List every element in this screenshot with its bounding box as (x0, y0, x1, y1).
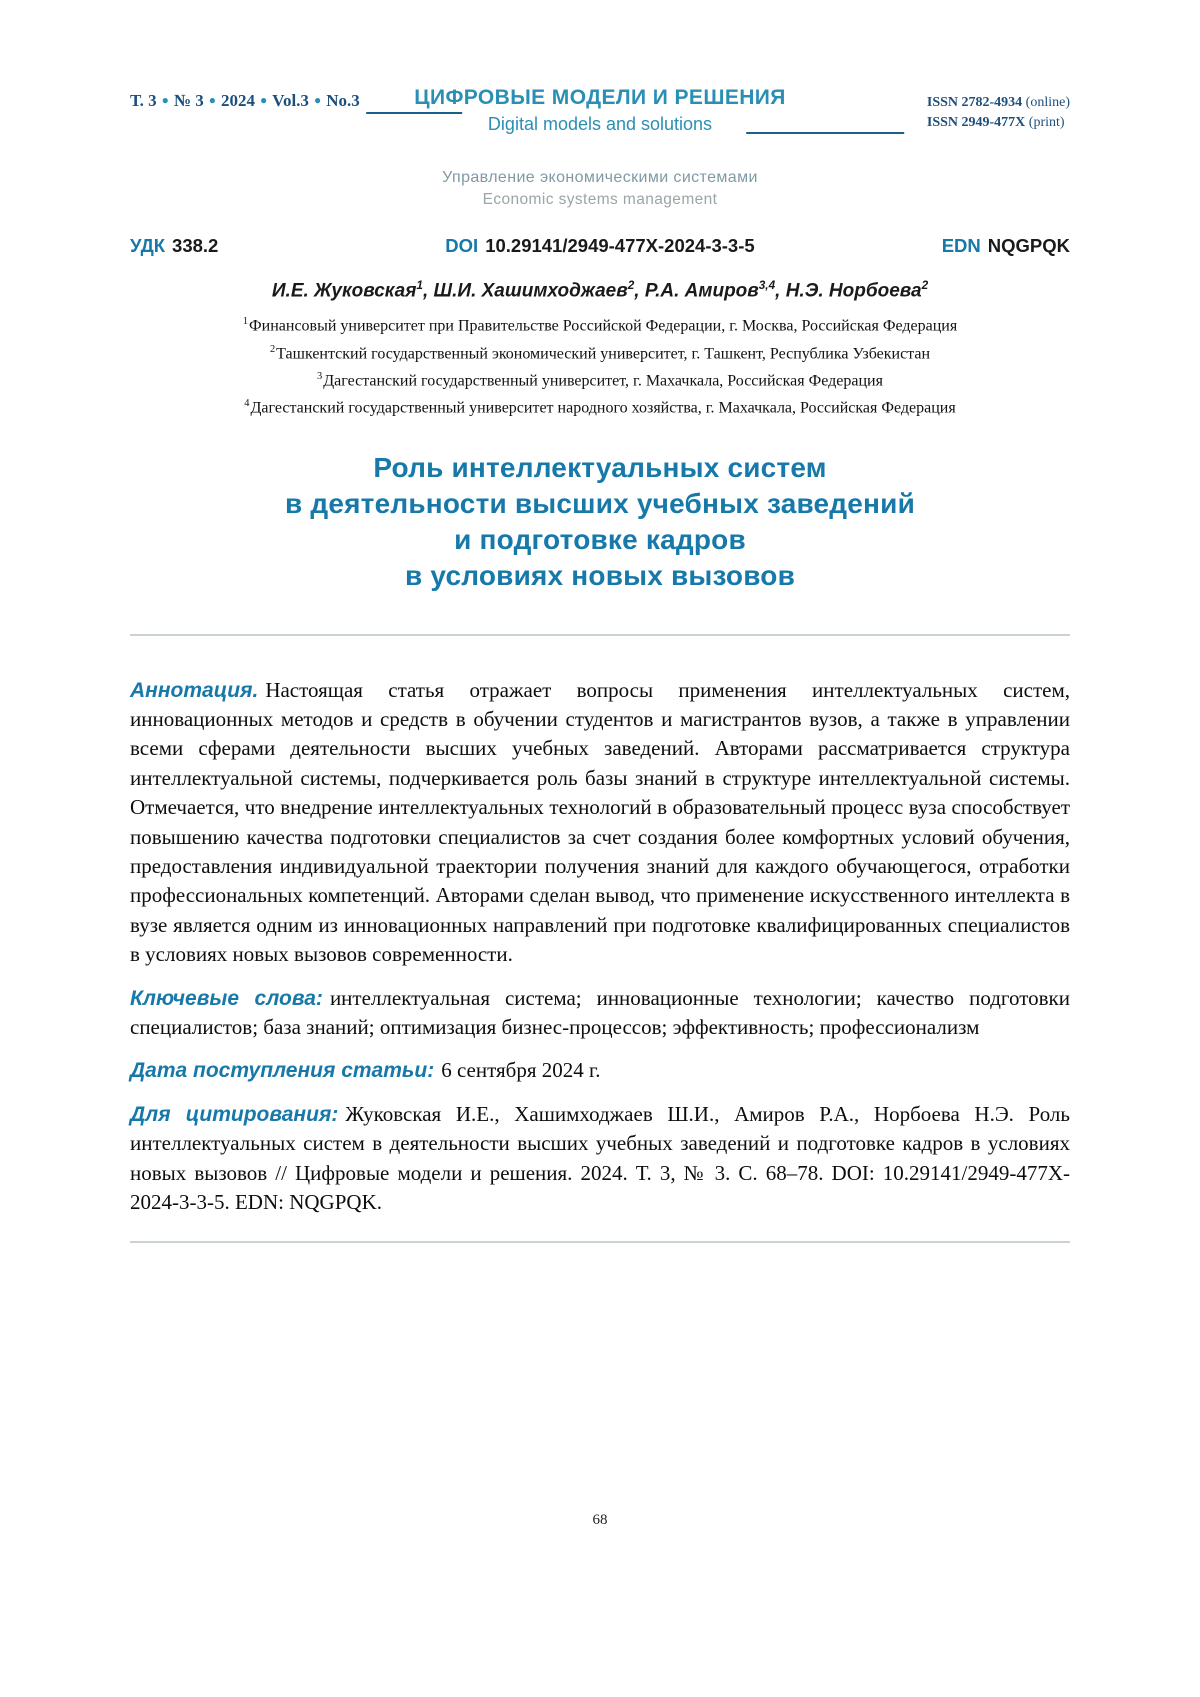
citation-label: Для цитирования: (130, 1102, 339, 1126)
section-title-ru: Управление экономическими системами (442, 169, 758, 186)
udk-label: УДК (130, 235, 166, 256)
separator-dot: ● (259, 93, 268, 107)
citation (130, 1100, 1070, 1218)
article-title-line: в условиях новых вызовов (405, 559, 795, 591)
journal-title-block (414, 85, 786, 136)
abstract-text: Настоящая статья отражает вопросы применения интеллектуальных систем, инновационных методов и средств в обучении студентов и магистрантов вузов, а также в управлении всеми сферами деятельности высших учебных заведений. Авторами рассматривается структура интеллектуальной системы, подчеркивается роль базы знаний в структуре интеллектуальной системы. Отмечается, что внедрение интеллектуальных технологий в образовательный процесс вуза способствует повышению качества подготовки специалистов за счет создания более комфортных условий обучения, предоставления индивидуальной траектории получения знаний для каждого обучающегося, отработки профессиональных компетенций. Авторами сделан вывод, что применение искусственного интеллекта в вузе является одним из инновационных направлений при подготовке квалифицированных специалистов в условиях новых вызовов современности. (130, 677, 1070, 967)
article-title-line: Роль интеллектуальных систем (373, 451, 827, 483)
divider-bottom (130, 1241, 1070, 1243)
edn (942, 235, 1070, 257)
keywords-text: интеллектуальная система; инновационные технологии; качество подготовки специалистов; база знаний; оптимизация бизнес-процессов; эффективность; профессионализм (130, 985, 1070, 1039)
separator-dot: ● (208, 93, 216, 107)
author-name: И.Е. Жуковская (271, 280, 417, 302)
doi-value: 10.29141/2949-477X-2024-3-3-5 (485, 235, 755, 256)
page-number: 68 (592, 1512, 608, 1528)
volume-part: 2024 (220, 91, 255, 110)
keywords (130, 984, 1070, 1043)
affiliation: $^4$Дагестанский государственный университет народного хозяйства, г. Махачкала, Российская Федерация (244, 398, 956, 417)
edn-value: NQGPQK (987, 235, 1070, 256)
edn-label: EDN (941, 235, 981, 256)
doi-label: DOI (445, 235, 479, 256)
volume-part: № 3 (173, 91, 204, 110)
section-block (130, 167, 1070, 211)
author-name: Р.А. Амиров (644, 280, 759, 302)
udk-value: 338.2 (172, 235, 219, 256)
udk (130, 235, 218, 257)
author-name: Н.Э. Норбоева (785, 280, 922, 302)
citation-text: Жуковская И.Е., Хашимходжаев Ш.И., Амиров Р.А., Норбоева Н.Э. Роль интеллектуальных систем в деятельности высших учебных заведений и подготовке кадров в условиях новых вызовов // Цифровые модели и решения. 2024. Т. 3, № 3. С. 68–78. DOI: 10.29141/2949-477X-2024-3-3-5. EDN: NQGPQK. (130, 1101, 1070, 1214)
volume-info (130, 91, 360, 111)
volume-part: Vol.3 (272, 91, 309, 110)
volume-part: Т. 3 (130, 91, 157, 110)
author-affiliation-ref: 1 (416, 279, 423, 292)
doi (445, 235, 754, 257)
section-title-en: Economic systems management (482, 191, 718, 208)
meta-row (130, 235, 1070, 257)
decorative-line-right (746, 132, 904, 134)
issn-line: ISSN 2782-4934 (online) (926, 95, 1070, 110)
keywords-label: Ключевые слова: (130, 986, 323, 1010)
issn-line: ISSN 2949-477X (print) (926, 115, 1065, 130)
decorative-line-left (366, 112, 462, 114)
abstract-label: Аннотация. (130, 678, 259, 702)
separator-dot: ● (161, 93, 169, 107)
abstract (130, 676, 1070, 970)
article-title-line: в деятельности высших учебных заведений (284, 487, 915, 519)
journal-title-en: Digital models and solutions (487, 114, 713, 134)
volume-part: No.3 (326, 91, 360, 110)
journal-title-ru: ЦИФРОВЫЕ МОДЕЛИ И РЕШЕНИЯ (414, 86, 786, 109)
received-date (130, 1056, 1070, 1085)
author-affiliation-ref: 3,4 (758, 279, 776, 292)
author-affiliation-ref: 2 (921, 279, 929, 292)
article-title-line: и подготовке кадров (454, 523, 746, 555)
author-name: Ш.И. Хашимходжаев (433, 280, 628, 302)
affiliation: $^1$Финансовый университет при Правительстве Российской Федерации, г. Москва, Российская Федерация (242, 316, 958, 335)
affiliations (130, 310, 1070, 419)
received-text: 6 сентября 2024 г. (441, 1058, 601, 1083)
authors-line: И.Е. Жуковская$^1$, Ш.И. Хашимходжаев$^2$, Р.А. Амиров$^{3,4}$, Н.Э. Норбоева$^2$ (271, 279, 929, 302)
affiliation: $^2$Ташкентский государственный экономический университет, г. Ташкент, Республика Узбекистан (269, 343, 931, 362)
received-label: Дата поступления статьи: (130, 1059, 435, 1083)
author-affiliation-ref: 2 (627, 279, 635, 292)
issn-block (927, 93, 1070, 133)
article-title (130, 450, 1070, 594)
divider-top (130, 634, 1070, 636)
affiliation: $^3$Дагестанский государственный университет, г. Махачкала, Российская Федерация (317, 370, 883, 390)
separator-dot: ● (313, 93, 322, 107)
journal-header (130, 85, 1070, 157)
